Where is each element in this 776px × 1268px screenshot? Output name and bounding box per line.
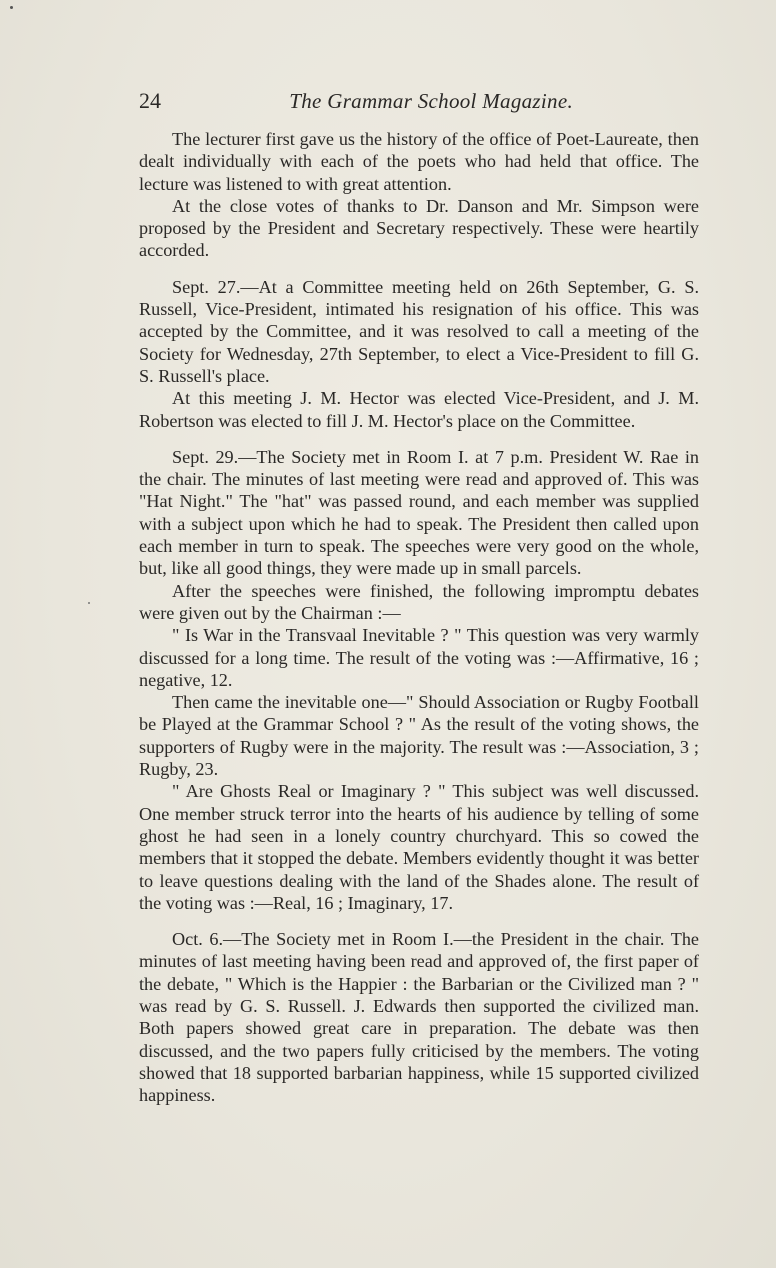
ink-speck <box>10 6 13 9</box>
paragraph-lecture-history: The lecturer first gave us the history of the office of Poet-Laureate, then dealt individually with each of the poets who had held that office. The lecture was listened to with great attention. <box>139 129 699 194</box>
paragraph-football-debate: Then came the inevitable one—" Should Association or Rugby Football be Played at the Grammar School ? " As the result of the voting shows, the supporters of Rugby were in the majority. The result was :—Association, 3 ; Rugby, 23. <box>139 692 699 780</box>
ink-speck <box>88 602 90 604</box>
paragraph-sept-29: Sept. 29.—The Society met in Room I. at 7 p.m. President W. Rae in the chair. The minutes of last meeting were read and approved of. This was "Hat Night." The "hat" was passed round, and each member was supplied with a subject upon which he had to speak. The President then called upon each member in turn to speak. The speeches were very good on the whole, but, like all good things, they were made up in small parcels. <box>139 446 699 579</box>
paragraph-impromptu-debates: After the speeches were finished, the following impromptu debates were given out by the Chairman :— <box>139 580 699 623</box>
paragraph-oct-6: Oct. 6.—The Society met in Room I.—the President in the chair. The minutes of last meeting having been read and approved of, the first paper of the debate, " Which is the Happier : the Barbarian or the Civilized man ? " was read by G. S. Russell. J. Edwards then supported the civilized man. Both papers showed great care in preparation. The debate was then discussed, and the two papers fully criticised by the members. The voting showed that 18 supported barbarian happiness, while 15 supported civilized happiness. <box>139 929 699 1106</box>
page-number: 24 <box>139 88 161 113</box>
paragraph-sept-27: Sept. 27.—At a Committee meeting held on 26th September, G. S. Russell, Vice-President, intimated his resignation of his office. This was accepted by the Committee, and it was resolved to call a meeting of the Society for Wednesday, 27th September, to elect a Vice-President to fill G. S. Russell's place. <box>139 276 699 386</box>
article-body <box>139 128 699 1106</box>
running-title: The Grammar School Magazine. <box>289 89 573 113</box>
paragraph-ghosts-debate: " Are Ghosts Real or Imaginary ? " This subject was well discussed. One member struck terror into the hearts of his audience by telling of some ghost he had seen in a lonely country churchyard. This so cowed the members that it stopped the debate. Members evidently thought it was better to leave questions dealing with the land of the Shades alone. The result of the voting was :—Real, 16 ; Imaginary, 17. <box>139 781 699 913</box>
paragraph-transvaal-debate: " Is War in the Transvaal Inevitable ? " This question was very warmly discussed for a long time. The result of the voting was :—Affirmative, 16 ; negative, 12. <box>139 625 699 690</box>
page-header <box>139 86 573 116</box>
paragraph-hector-elected: At this meeting J. M. Hector was elected Vice-President, and J. M. Robertson was elected to fill J. M. Hector's place on the Committee. <box>139 388 699 431</box>
paragraph-votes-of-thanks: At the close votes of thanks to Dr. Danson and Mr. Simpson were proposed by the President and Secretary respectively. These were heartily accorded. <box>139 195 699 261</box>
